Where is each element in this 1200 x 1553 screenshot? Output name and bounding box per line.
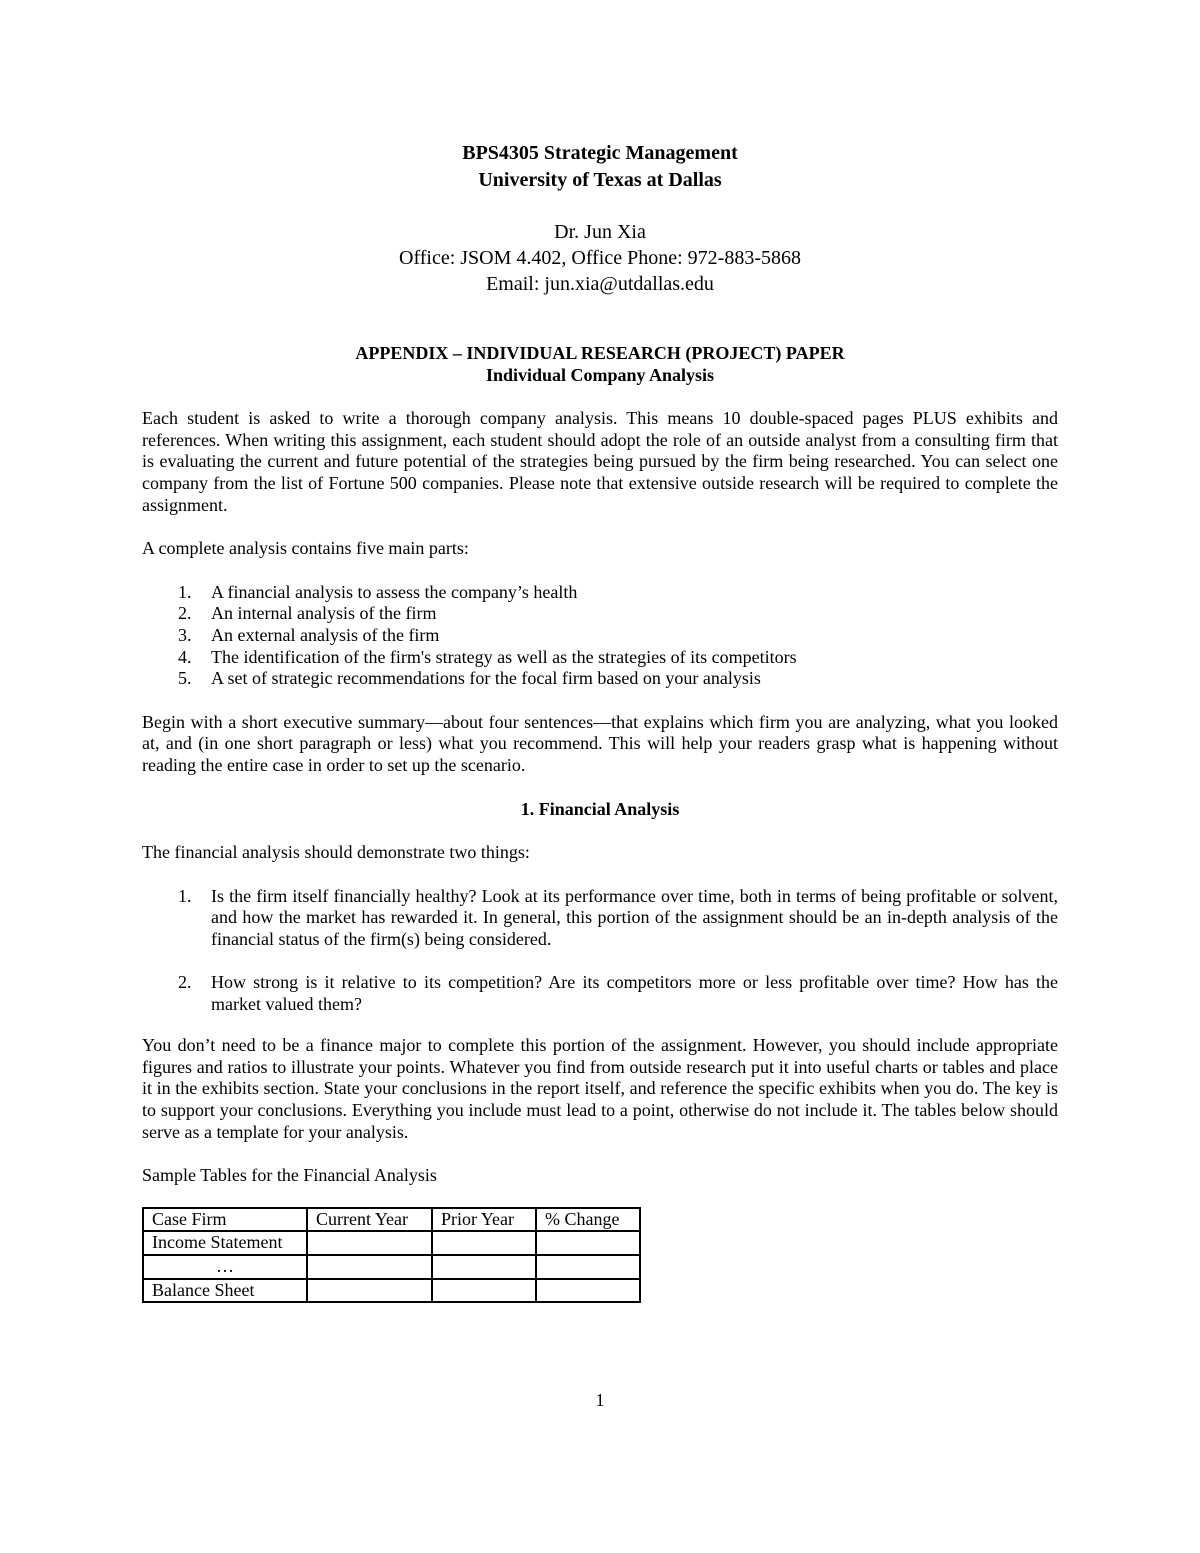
- sample-tables-label: Sample Tables for the Financial Analysis: [142, 1165, 437, 1186]
- table-cell: [432, 1231, 536, 1255]
- table-row: [143, 1279, 640, 1303]
- list-item: [142, 582, 1058, 604]
- list-number: 2.: [178, 603, 192, 624]
- appendix-subtitle: Individual Company Analysis: [485, 364, 715, 385]
- page-number: 1: [595, 1390, 605, 1410]
- table-cell: [536, 1279, 640, 1303]
- financial-guidance: You don’t need to be a finance major to complete this portion of the assignment. However, you should include appropriate figures and ratios to illustrate your points. Whatever you find from outside research put it into useful charts or tables and place it in the exhibits section. State your conclusions in the report itself, and reference the specific exhibits when you do. The key is to support your conclusions. Everything you include must lead to a point, otherwise do not include it. The tables below should serve as a template for your analysis.: [142, 1035, 1058, 1142]
- appendix-title: APPENDIX – INDIVIDUAL RESEARCH (PROJECT) PAPER: [355, 343, 845, 363]
- table-cell: [536, 1255, 640, 1279]
- email-info: Email: jun.xia@utdallas.edu: [486, 273, 714, 295]
- list-number: 4.: [178, 646, 192, 667]
- financial-table: [142, 1207, 641, 1303]
- table-header-cell: % Change: [536, 1208, 640, 1232]
- table-cell: [536, 1231, 640, 1255]
- list-number: 2.: [178, 972, 192, 993]
- list-text: An internal analysis of the firm: [211, 603, 437, 624]
- table-row: [143, 1231, 640, 1255]
- list-text: An external analysis of the firm: [211, 624, 440, 645]
- table-header-row: [143, 1208, 640, 1232]
- list-item: [142, 625, 1058, 647]
- table-cell: …: [143, 1255, 307, 1279]
- course-title: BPS4305 Strategic Management: [462, 142, 738, 164]
- document-header: [142, 140, 1058, 194]
- document-page: [142, 140, 1058, 1303]
- appendix-heading: [142, 343, 1058, 386]
- list-item: [142, 668, 1058, 690]
- list-number: 5.: [178, 668, 192, 689]
- list-item: [142, 647, 1058, 669]
- table-cell: [307, 1279, 432, 1303]
- intro-paragraph: Each student is asked to write a thorough company analysis. This means 10 double-spaced pages PLUS exhibits and references. When writing this assignment, each student should adopt the role of an outside analyst from a consulting firm that is evaluating the current and future potential of the strategies being pursued by the firm being researched. You can select one company from the list of Fortune 500 companies. Please note that extensive outside research will be required to complete the assignment.: [142, 408, 1058, 515]
- list-text: How strong is it relative to its competition? Are its competitors more or less profitable over time? How has the market valued them?: [211, 972, 1058, 1014]
- table-cell: [307, 1231, 432, 1255]
- office-info: Office: JSOM 4.402, Office Phone: 972-883-5868: [399, 247, 801, 269]
- list-item: [142, 886, 1058, 951]
- financial-questions: [142, 886, 1058, 1016]
- summary-paragraph: Begin with a short executive summary—about four sentences—that explains which firm you are analyzing, what you looked at, and (in one short paragraph or less) what you recommend. This will help your readers grasp what is happening without reading the entire case in order to set up the scenario.: [142, 711, 1058, 775]
- table-header-cell: Current Year: [307, 1208, 432, 1232]
- list-text: A financial analysis to assess the company’s health: [211, 581, 578, 602]
- table-header-cell: Prior Year: [432, 1208, 536, 1232]
- table-cell: Balance Sheet: [143, 1279, 307, 1303]
- list-text: A set of strategic recommendations for the focal firm based on your analysis: [211, 668, 761, 689]
- financial-intro: The financial analysis should demonstrate two things:: [142, 842, 530, 863]
- parts-list: [142, 582, 1058, 690]
- university-name: University of Texas at Dallas: [478, 169, 722, 191]
- list-item: [142, 972, 1058, 1015]
- instructor-name: Dr. Jun Xia: [554, 221, 646, 243]
- financial-heading: 1. Financial Analysis: [520, 798, 680, 819]
- list-text: The identification of the firm's strategy as well as the strategies of its competitors: [211, 646, 797, 667]
- list-number: 3.: [178, 624, 192, 645]
- table-cell: [432, 1255, 536, 1279]
- table-row: [143, 1255, 640, 1279]
- list-item: [142, 603, 1058, 625]
- list-number: 1.: [178, 885, 192, 906]
- parts-intro: A complete analysis contains five main parts:: [142, 538, 469, 559]
- table-header-cell: Case Firm: [143, 1208, 307, 1232]
- list-number: 1.: [178, 581, 192, 602]
- contact-block: [142, 219, 1058, 297]
- list-text: Is the firm itself financially healthy? Look at its performance over time, both in terms of being profitable or solvent, and how the market has rewarded it. In general, this portion of the assignment should be an in-depth analysis of the financial status of the firm(s) being considered.: [211, 885, 1058, 949]
- table-cell: [432, 1279, 536, 1303]
- table-cell: [307, 1255, 432, 1279]
- table-cell: Income Statement: [143, 1231, 307, 1255]
